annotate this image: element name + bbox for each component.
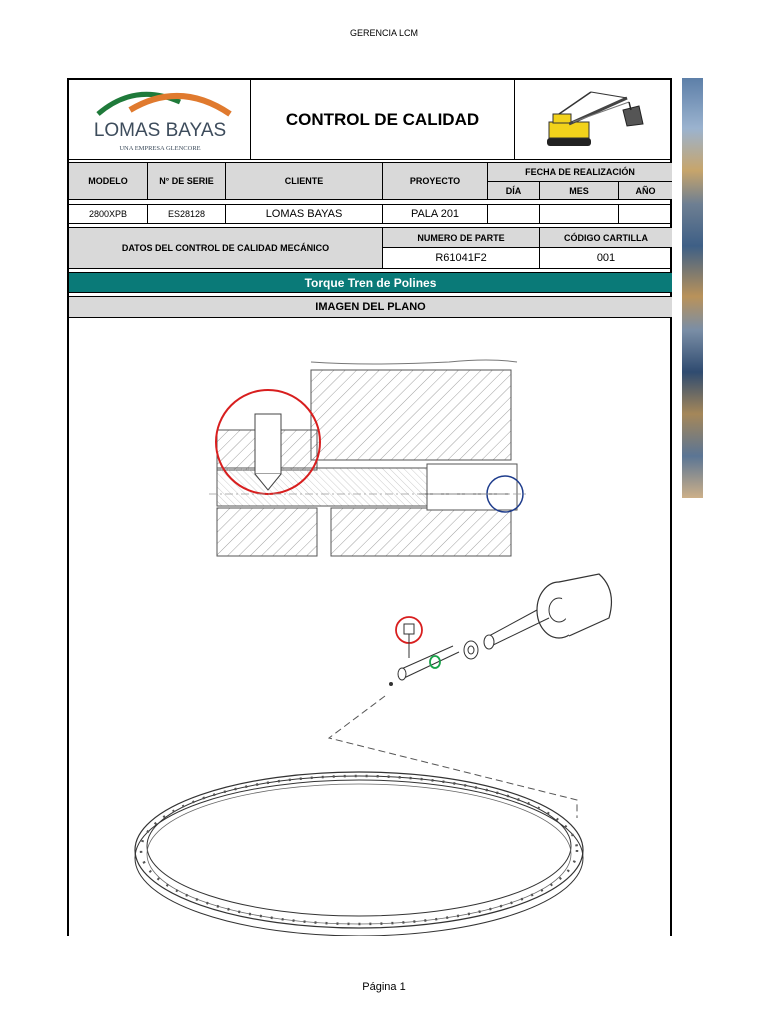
value-modelo: 2800XPB [69, 204, 148, 224]
col-anio: AÑO [618, 181, 672, 200]
logo-tagline: UNA EMPRESA GLENCORE [118, 144, 201, 152]
excavator-illustration [539, 88, 649, 152]
machine-image-cell [514, 80, 672, 160]
codigo-cartilla-value: 001 [539, 247, 672, 269]
side-photo-strip [682, 78, 703, 498]
value-cliente: LOMAS BAYAS [225, 204, 383, 224]
exploded-view [329, 574, 611, 818]
col-dia: DÍA [487, 181, 540, 200]
value-serie: ES28128 [147, 204, 226, 224]
lomas-bayas-logo [80, 84, 240, 156]
col-proyecto: PROYECTO [382, 162, 488, 200]
section-title: Torque Tren de Polines [69, 272, 672, 293]
value-anio[interactable] [618, 204, 672, 224]
page-header: GERENCIA LCM [349, 28, 418, 38]
page-footer: Página 1 [362, 981, 406, 993]
codigo-cartilla-label: CÓDIGO CARTILLA [539, 227, 672, 248]
logo-cell [69, 80, 251, 160]
plano-title: IMAGEN DEL PLANO [69, 296, 672, 318]
col-cliente: CLIENTE [225, 162, 383, 200]
col-mes: MES [539, 181, 619, 200]
logo-name: LOMAS BAYAS [93, 119, 226, 141]
section-view [209, 360, 529, 556]
col-serie: N° DE SERIE [147, 162, 226, 200]
value-dia[interactable] [487, 204, 540, 224]
col-modelo: MODELO [69, 162, 148, 200]
col-fecha: FECHA DE REALIZACIÓN [487, 162, 672, 182]
mech-label: DATOS DEL CONTROL DE CALIDAD MECÁNICO [69, 227, 383, 269]
value-mes[interactable] [539, 204, 619, 224]
numero-parte-value: R61041F2 [382, 247, 540, 269]
technical-drawing [69, 318, 670, 936]
page-title: CONTROL DE CALIDAD [250, 80, 515, 160]
value-proyecto: PALA 201 [382, 204, 488, 224]
numero-parte-label: NUMERO DE PARTE [382, 227, 540, 248]
rail-ring [135, 772, 583, 936]
